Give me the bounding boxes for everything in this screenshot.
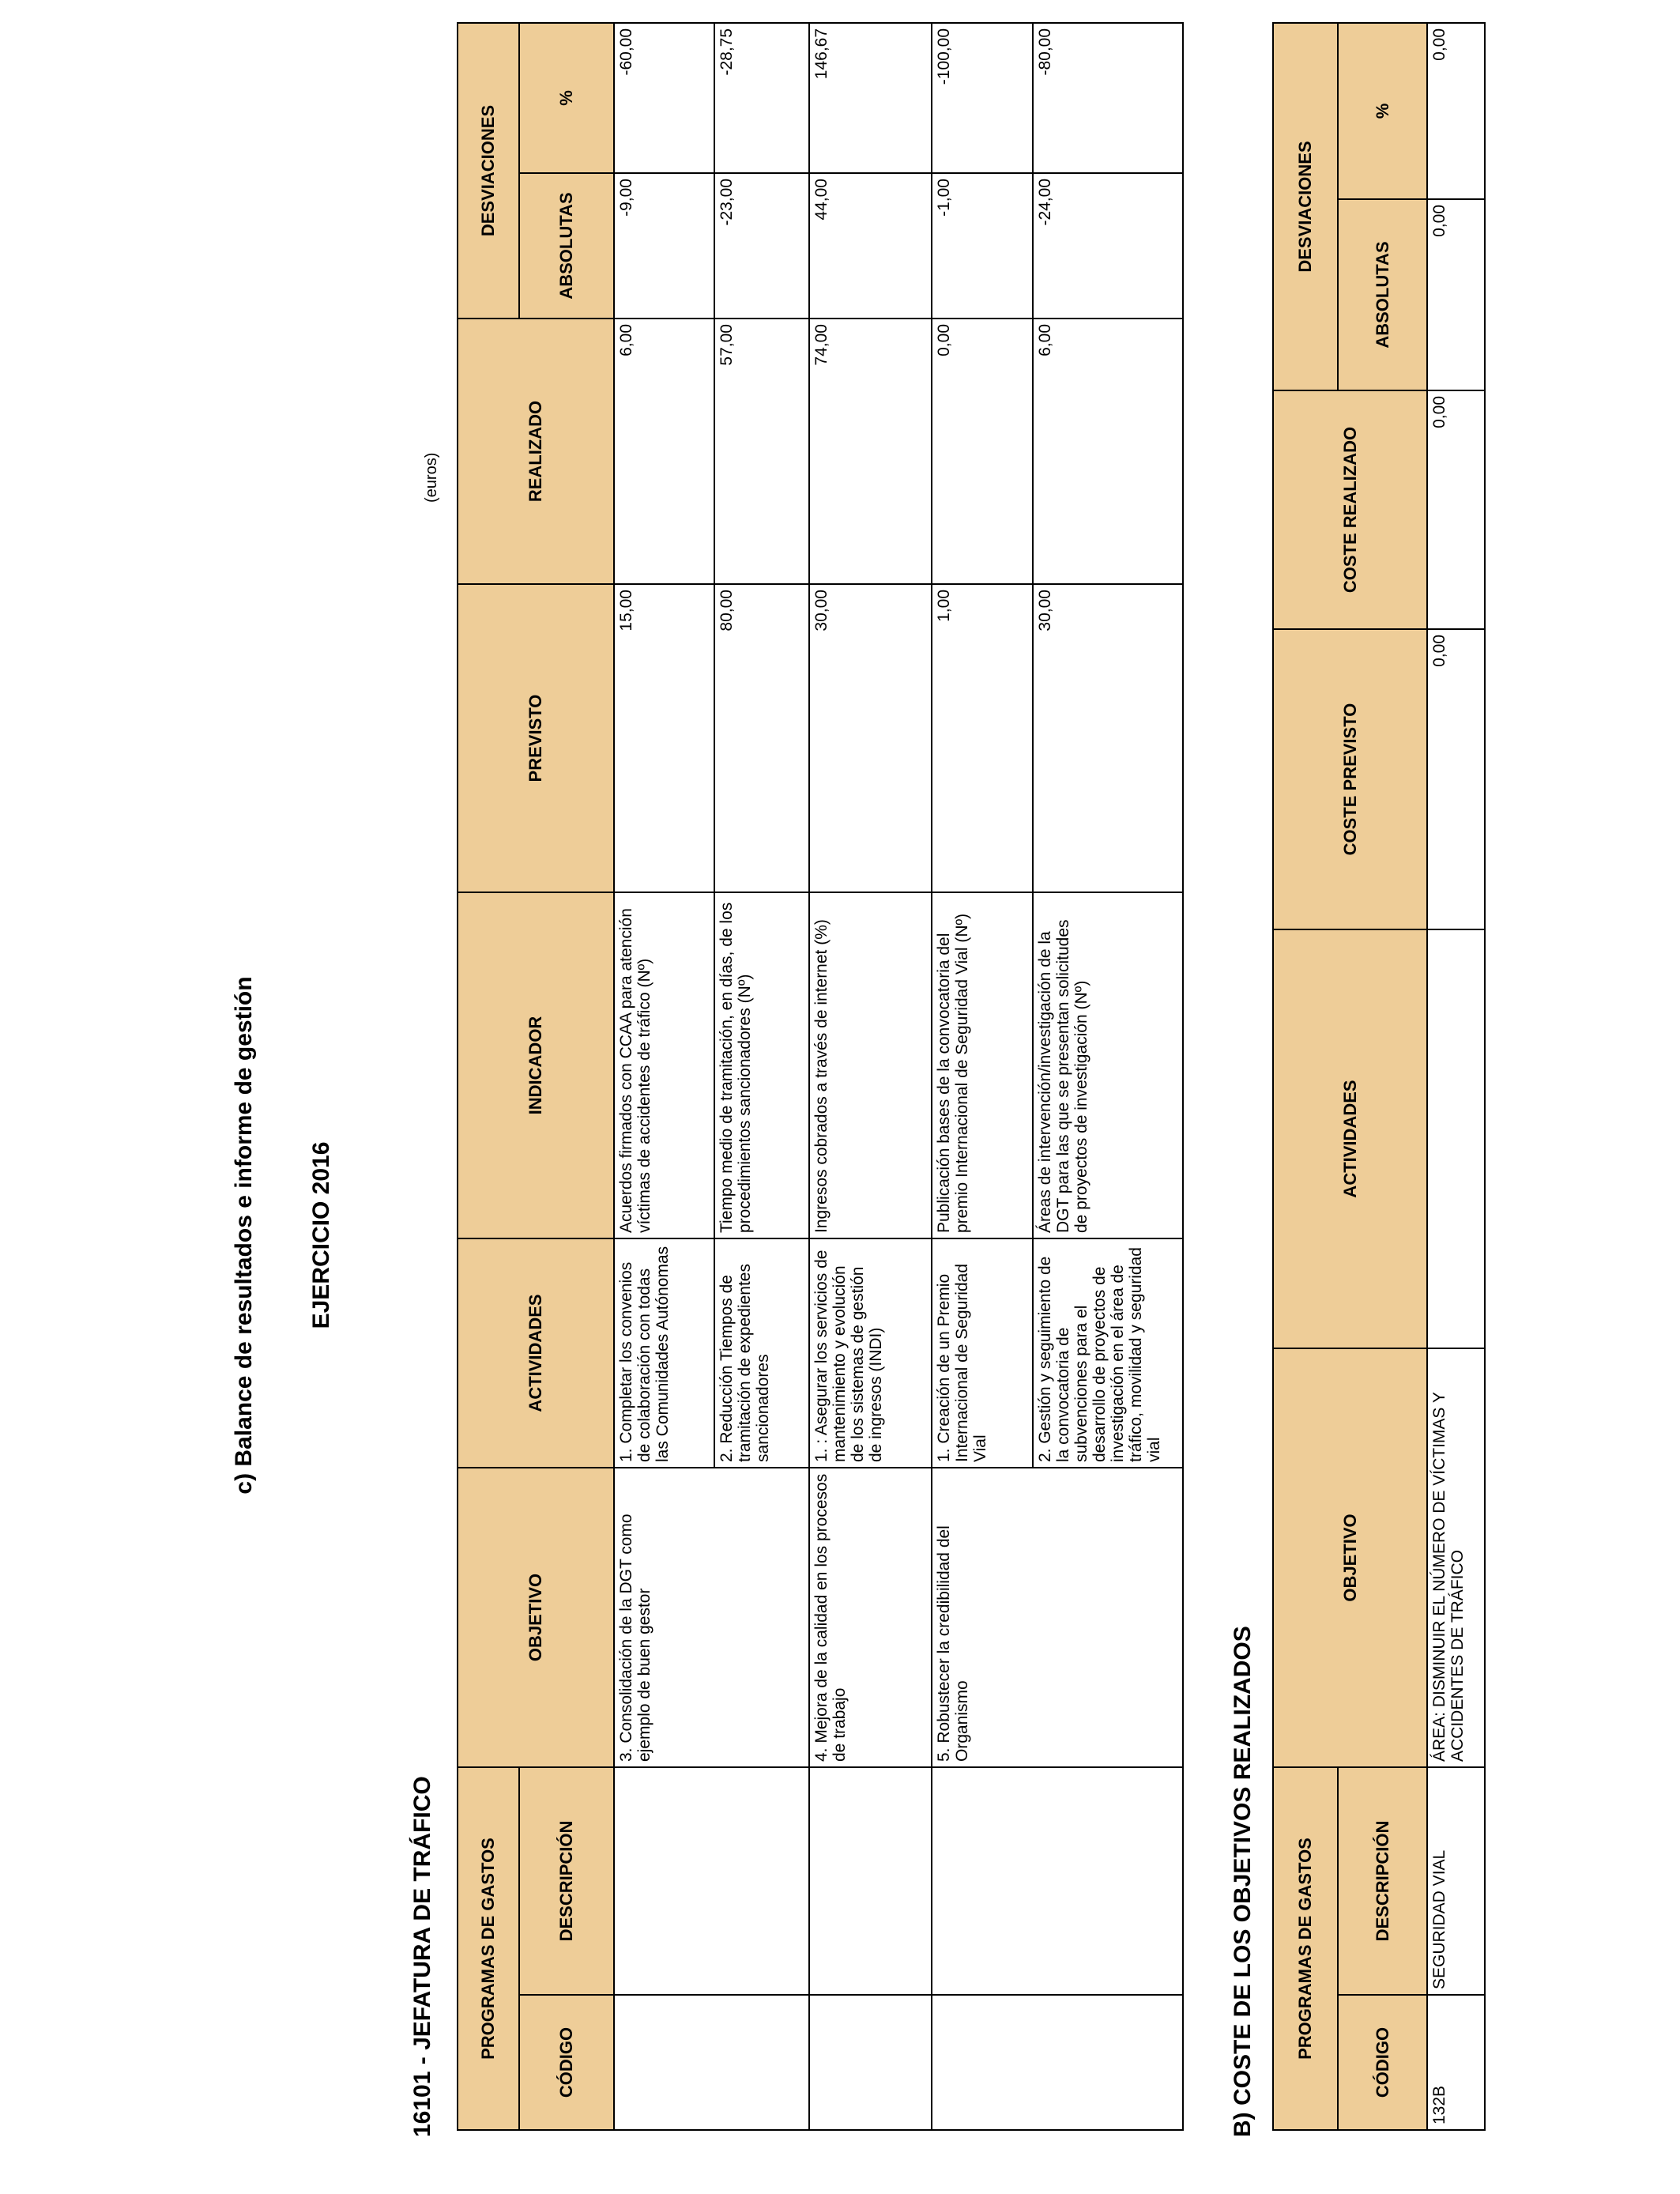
cell-actividades: 1. Creación de un Premio Internacional de Seguridad Vial bbox=[932, 1238, 1033, 1468]
cost-header-pct: % bbox=[1338, 23, 1427, 199]
cost-header-descripcion: DESCRIPCIÓN bbox=[1338, 1767, 1427, 1995]
cell-actividades: 2. Reducción Tiempos de tramitación de expedientes sancionadores bbox=[714, 1238, 809, 1468]
cell-previsto: 30,00 bbox=[809, 584, 932, 892]
cost-header-coste-realizado: COSTE REALIZADO bbox=[1273, 390, 1427, 629]
cost-cell-descripcion: SEGURIDAD VIAL bbox=[1427, 1767, 1485, 1995]
header-codigo: CÓDIGO bbox=[519, 1995, 614, 2130]
cell-pct: 146,67 bbox=[809, 23, 932, 173]
header-programas: PROGRAMAS DE GASTOS bbox=[458, 1767, 519, 2130]
cell-descripcion bbox=[809, 1767, 932, 1995]
cell-realizado: 6,00 bbox=[614, 319, 714, 584]
cell-previsto: 80,00 bbox=[714, 584, 809, 892]
header-descripcion: DESCRIPCIÓN bbox=[519, 1767, 614, 1995]
results-table bbox=[457, 22, 1184, 2131]
cost-header-programas: PROGRAMAS DE GASTOS bbox=[1273, 1767, 1338, 2130]
cell-descripcion bbox=[932, 1767, 1183, 1995]
cell-indicador: Acuerdos firmados con CCAA para atención víctimas de accidentes de tráfico (Nº) bbox=[614, 892, 714, 1238]
cell-codigo bbox=[932, 1995, 1183, 2130]
cell-pct: -100,00 bbox=[932, 23, 1033, 173]
cell-indicador: Tiempo medio de tramitación, en días, de los procedimientos sancionadores (Nº) bbox=[714, 892, 809, 1238]
cell-absolutas: -24,00 bbox=[1033, 173, 1183, 319]
cost-header-codigo: CÓDIGO bbox=[1338, 1995, 1427, 2130]
cost-header-absolutas: ABSOLUTAS bbox=[1338, 199, 1427, 390]
cell-indicador: Publicación bases de la convocatoria del premio Internacional de Seguridad Vial (Nº) bbox=[932, 892, 1033, 1238]
cost-table bbox=[1272, 22, 1486, 2131]
cell-descripcion bbox=[614, 1767, 809, 1995]
cost-header-actividades: ACTIVIDADES bbox=[1273, 929, 1427, 1348]
cell-objetivo: 3. Consolidación de la DGT como ejemplo de buen gestor bbox=[614, 1468, 809, 1767]
cost-cell-absolutas: 0,00 bbox=[1427, 199, 1485, 390]
cell-objetivo: 4. Mejora de la calidad en los procesos de trabajo bbox=[809, 1468, 932, 1767]
cell-absolutas: 44,00 bbox=[809, 173, 932, 319]
cost-cell-coste-realizado: 0,00 bbox=[1427, 390, 1485, 629]
cell-actividades: 1. Completar los convenios de colaboración con todas las Comunidades Autónomas bbox=[614, 1238, 714, 1468]
table-row bbox=[614, 23, 714, 2130]
units-label: (euros) bbox=[423, 452, 440, 503]
cell-realizado: 57,00 bbox=[714, 319, 809, 584]
cell-previsto: 30,00 bbox=[1033, 584, 1183, 892]
table-row bbox=[1427, 23, 1485, 2130]
header-realizado: REALIZADO bbox=[458, 319, 614, 584]
cell-actividades: 2. Gestión y seguimiento de la convocatoria de subvenciones para el desarrollo de proyectos de investigación en el área de tráfico, movilidad y seguridad vial bbox=[1033, 1238, 1183, 1468]
cell-absolutas: -23,00 bbox=[714, 173, 809, 319]
cell-pct: -80,00 bbox=[1033, 23, 1183, 173]
cost-header-objetivo: OBJETIVO bbox=[1273, 1348, 1427, 1767]
cost-cell-objetivo: ÁREA: DISMINUIR EL NÚMERO DE VÍCTIMAS Y ACCIDENTES DE TRÁFICO bbox=[1427, 1348, 1485, 1767]
cell-absolutas: -9,00 bbox=[614, 173, 714, 319]
section-heading-coste: B) COSTE DE LOS OBJETIVOS REALIZADOS bbox=[1230, 1626, 1256, 2137]
header-absolutas: ABSOLUTAS bbox=[519, 173, 614, 319]
cell-realizado: 6,00 bbox=[1033, 319, 1183, 584]
report-title: c) Balance de resultados e informe de gestión bbox=[231, 976, 257, 1495]
cost-cell-pct: 0,00 bbox=[1427, 23, 1485, 199]
header-indicador: INDICADOR bbox=[458, 892, 614, 1238]
cell-indicador: Ingresos cobrados a través de internet (%) bbox=[809, 892, 932, 1238]
cost-cell-actividades bbox=[1427, 929, 1485, 1348]
header-actividades: ACTIVIDADES bbox=[458, 1238, 614, 1468]
cost-cell-codigo: 132B bbox=[1427, 1995, 1485, 2130]
cell-indicador: Áreas de intervención/investigación de la DGT para las que se presentan solicitudes de proyectos de investigación (Nº) bbox=[1033, 892, 1183, 1238]
header-previsto: PREVISTO bbox=[458, 584, 614, 892]
section-heading-jefatura: 16101 - JEFATURA DE TRÁFICO bbox=[409, 1776, 435, 2137]
cell-realizado: 0,00 bbox=[932, 319, 1033, 584]
cell-codigo bbox=[809, 1995, 932, 2130]
cost-header-coste-previsto: COSTE PREVISTO bbox=[1273, 629, 1427, 929]
table-row bbox=[809, 23, 932, 2130]
cell-objetivo: 5. Robustecer la credibilidad del Organismo bbox=[932, 1468, 1183, 1767]
cost-cell-coste-previsto: 0,00 bbox=[1427, 629, 1485, 929]
cell-absolutas: -1,00 bbox=[932, 173, 1033, 319]
cell-pct: -60,00 bbox=[614, 23, 714, 173]
cell-actividades: 1. : Asegurar los servicios de mantenimiento y evolución de los sistemas de gestión de ingresos (INDI) bbox=[809, 1238, 932, 1468]
cell-previsto: 15,00 bbox=[614, 584, 714, 892]
cost-header-desviaciones: DESVIACIONES bbox=[1273, 23, 1338, 390]
cell-realizado: 74,00 bbox=[809, 319, 932, 584]
cell-previsto: 1,00 bbox=[932, 584, 1033, 892]
cell-codigo bbox=[614, 1995, 809, 2130]
header-desviaciones: DESVIACIONES bbox=[458, 23, 519, 319]
header-pct: % bbox=[519, 23, 614, 173]
cell-pct: -28,75 bbox=[714, 23, 809, 173]
table-row bbox=[932, 23, 1033, 2130]
header-objetivo: OBJETIVO bbox=[458, 1468, 614, 1767]
exercise-title: EJERCICIO 2016 bbox=[308, 1141, 334, 1329]
